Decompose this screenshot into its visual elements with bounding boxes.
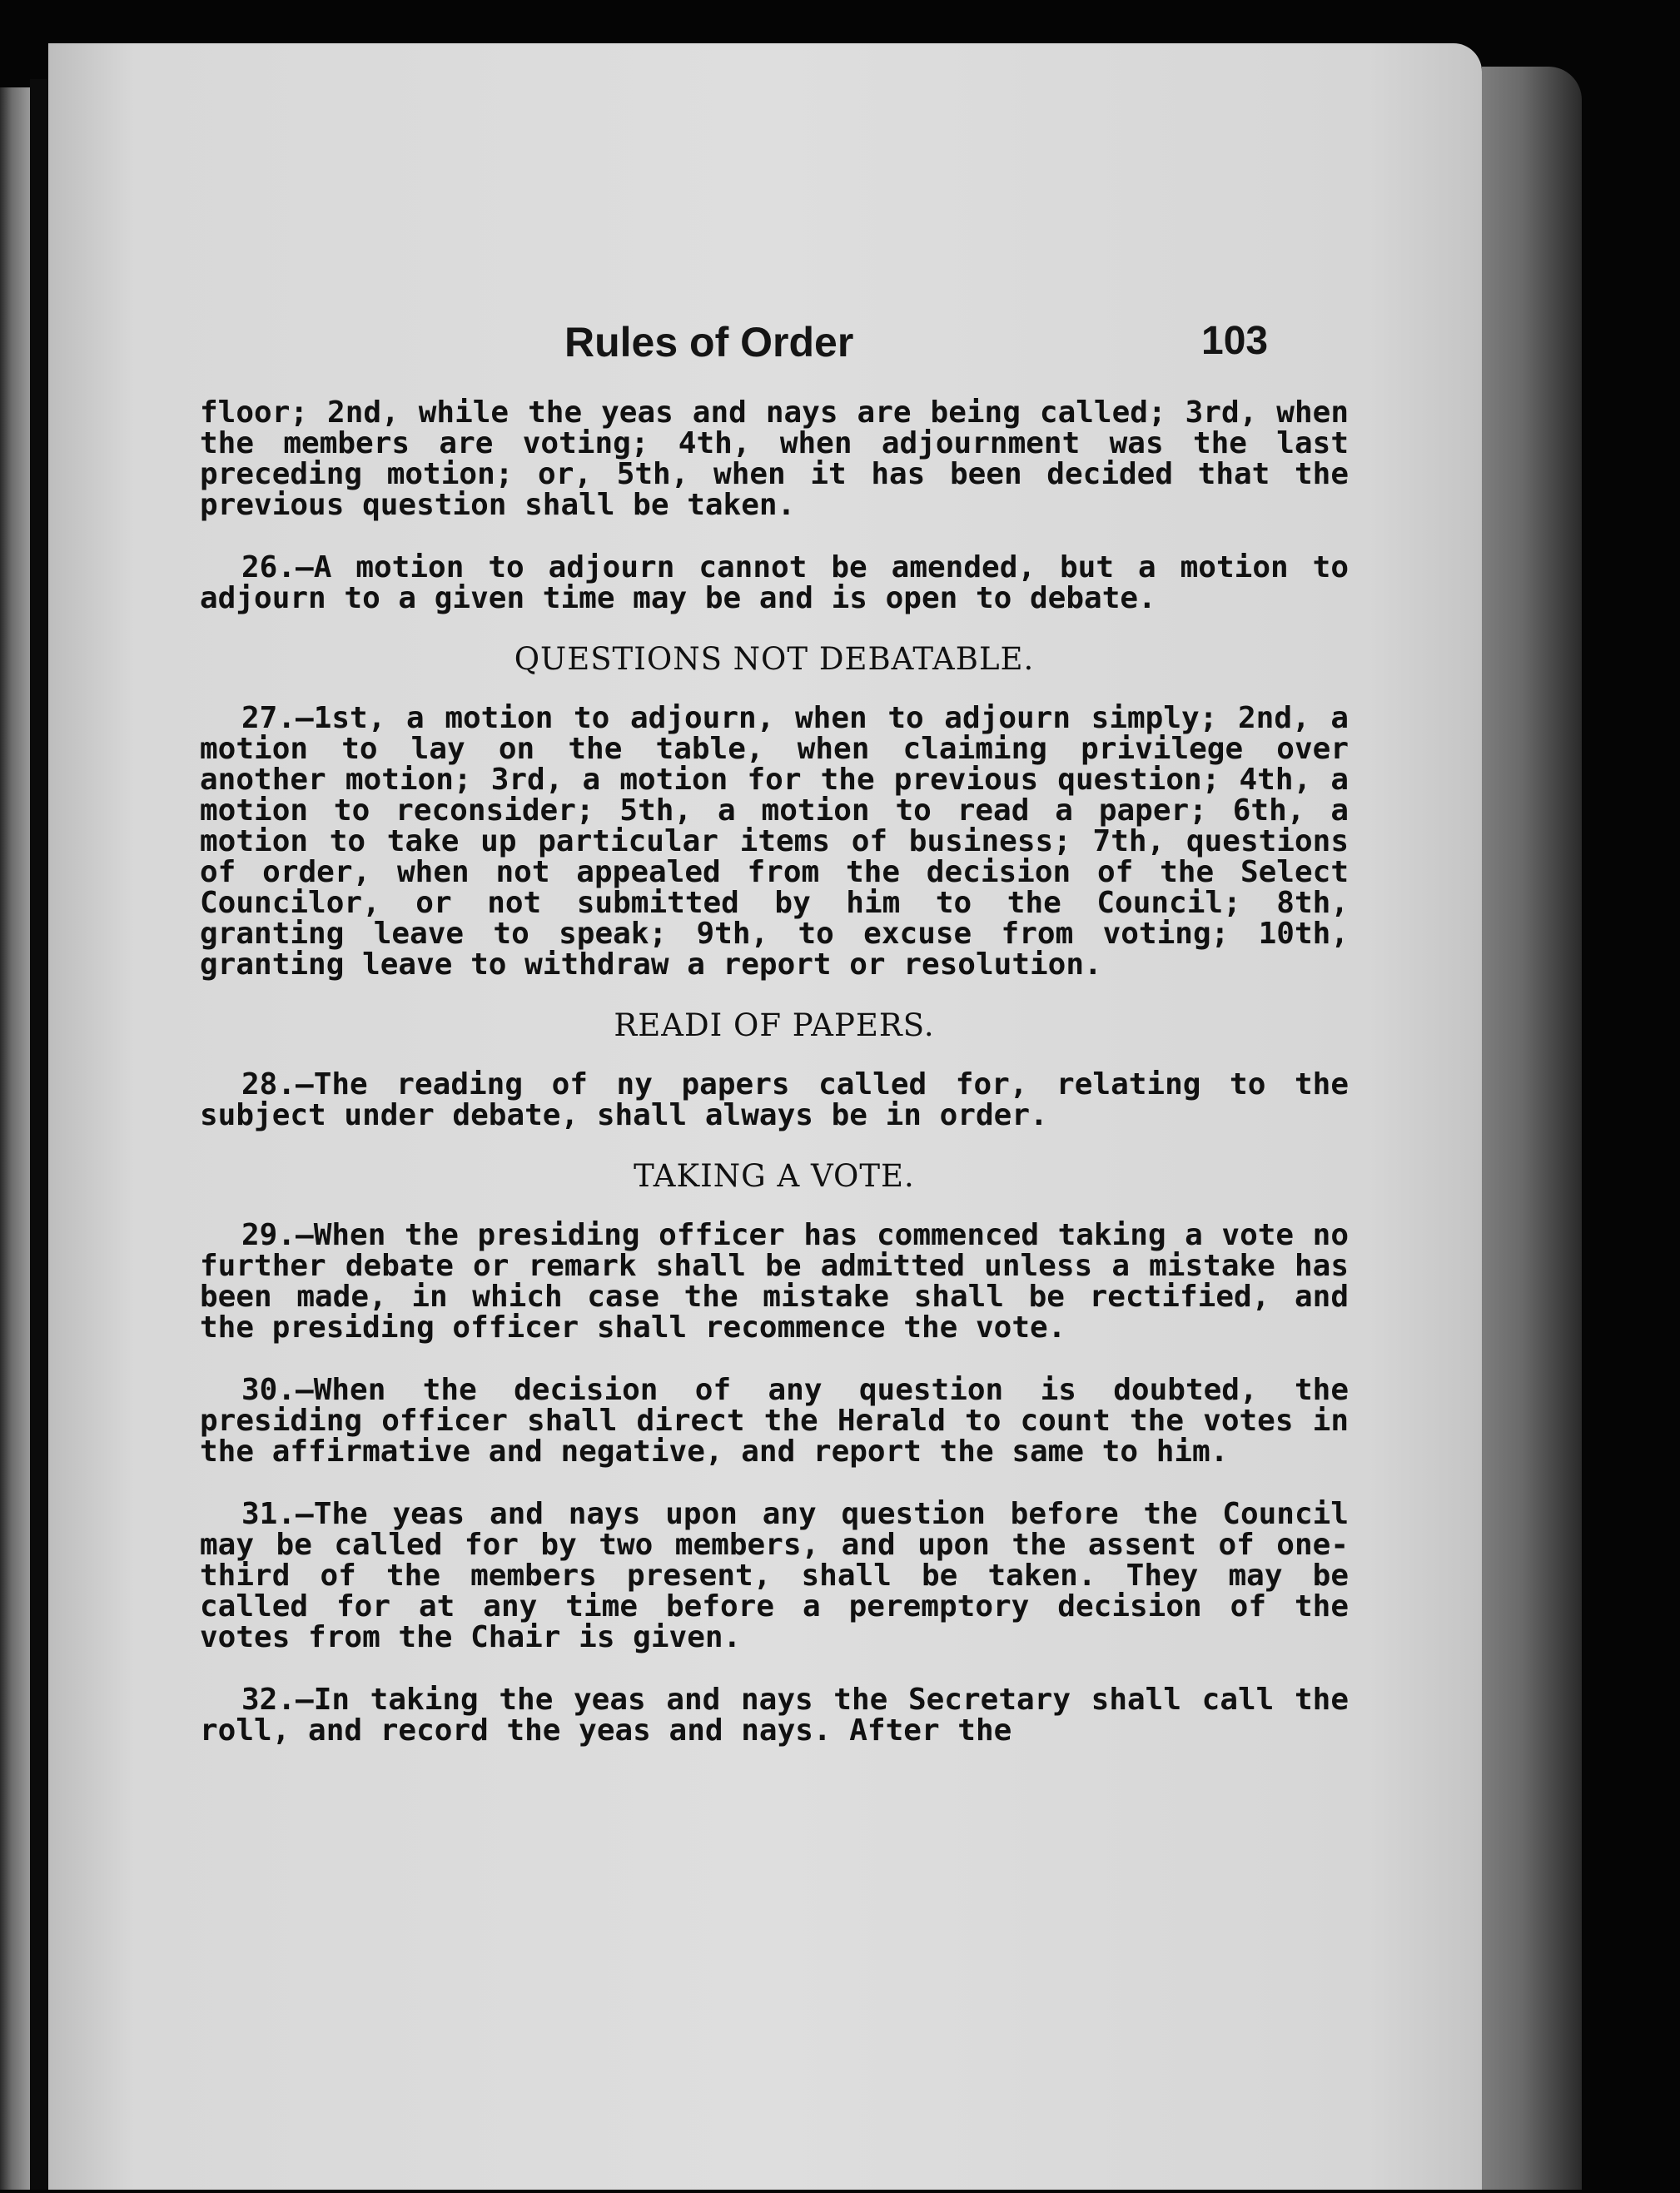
page-header (48, 318, 1482, 376)
rule-28: 28.—The reading of ny papers called for, relating to the subject under debate, shall always be in order. (200, 1067, 1349, 1132)
heading-taking-a-vote: TAKING A VOTE. (634, 1158, 915, 1194)
page-number: 103 (1201, 319, 1269, 363)
rule-29: 29.—When the presiding officer has commenced taking a vote no further debate or remark shall be admitted unless a mistake has been made, in which case the mistake shall be rectified, and the presiding officer shall recommence the vote. (200, 1218, 1349, 1345)
rule-26: 26.—A motion to adjourn cannot be amended, but a motion to adjourn to a given time may be and is open to debate. (200, 550, 1349, 615)
heading-questions-not-debatable: QUESTIONS NOT DEBATABLE. (514, 641, 1035, 677)
rule-32: 32.—In taking the yeas and nays the Secretary shall call the roll, and record the yeas and nays. After the (200, 1683, 1349, 1748)
left-page-edge (0, 87, 30, 2190)
page-title: Rules of Order (564, 319, 854, 366)
page-body (200, 397, 1349, 1746)
book-page (48, 43, 1482, 2190)
page-edge-shadow (1482, 67, 1582, 2190)
rule-27: 27.—1st, a motion to adjourn, when to adjourn simply; 2nd, a motion to lay on the table, when claiming privilege over another motion; 3rd, a motion for the previous question; 4th, a motion to reconsider; 5th, a motion to read a paper; 6th, a motion to take up particular items of business; 7th, questions of order, when not appealed from the decision of the Select Councilor, or not submitted by him to the Council; 8th, granting leave to speak; 9th, to excuse from voting; 10th, granting leave to withdraw a report or resolution. (200, 701, 1349, 982)
heading-reading-of-papers: READI OF PAPERS. (614, 1007, 935, 1043)
paragraph-continuation: floor; 2nd, while the yeas and nays are being called; 3rd, when the members are voting; 4th, when adjournment was the last preceding motion; or, 5th, when it has been decided that the previous question shall be taken. (200, 395, 1349, 522)
book-gutter (30, 79, 48, 2190)
rule-30: 30.—When the decision of any question is doubted, the presiding officer shall direct the Herald to count the votes in the affirmative and negative, and report the same to him. (200, 1373, 1349, 1469)
rule-31: 31.—The yeas and nays upon any question before the Council may be called for by two members, and upon the assent of one-third of the members present, shall be taken. They may be called for at any time before a peremptory decision of the votes from the Chair is given. (200, 1497, 1349, 1654)
